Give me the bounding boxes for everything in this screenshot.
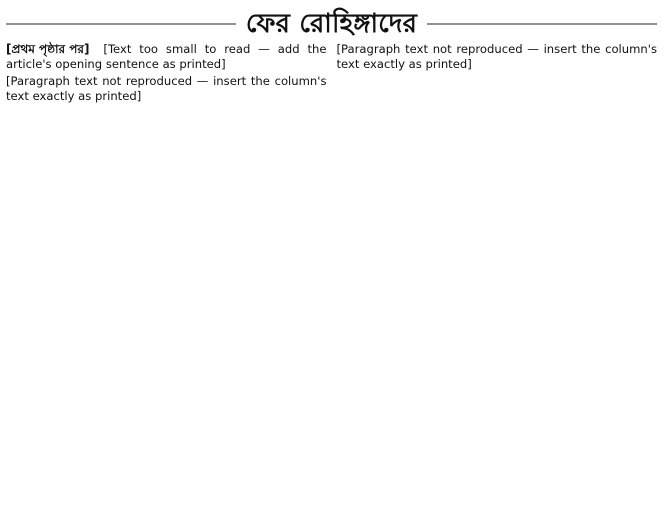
left-paragraph: [Paragraph text not reproduced — insert the column's text exactly as printed]	[6, 73, 327, 103]
headline-band	[6, 6, 657, 42]
right-paragraph: [Paragraph text not reproduced — insert the column's text exactly as printed]	[336, 42, 657, 71]
article-body	[6, 42, 657, 525]
right-column	[337, 42, 658, 525]
left-lead-text: [Text too small to read — add the article's opening sentence as printed]	[6, 42, 327, 71]
headline: ফের রোহিঙ্গাদের	[236, 11, 427, 37]
left-column	[6, 42, 327, 525]
left-lead-paragraph	[6, 42, 327, 72]
continuation-tag: [প্রথম পৃষ্ঠার পর]	[6, 42, 90, 56]
